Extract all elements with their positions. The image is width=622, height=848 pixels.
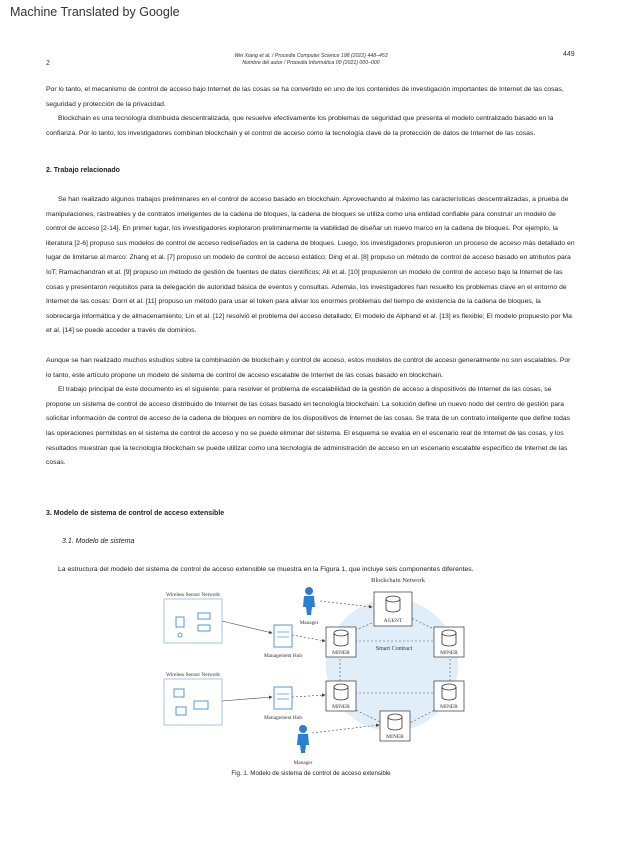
figure-caption: Fig. 1. Modelo de sistema de control de acceso extensible xyxy=(231,770,391,777)
miner-node-left-bottom xyxy=(326,681,356,711)
miner-label-right-bottom: MINER xyxy=(440,704,458,710)
wsn-label-top: Wireless Sensor Network xyxy=(166,592,220,598)
page-number-left: 2 xyxy=(46,60,50,67)
section-2-title: 2. Trabajo relacionado xyxy=(46,167,120,174)
subsection-3-1-title: 3.1. Modelo de sistema xyxy=(62,538,135,545)
page-number-right: 449 xyxy=(563,51,575,58)
machine-translation-banner: Machine Translated by Google xyxy=(10,5,180,19)
manager-icon-top xyxy=(303,587,315,615)
wsn-label-bottom: Wireless Sensor Network xyxy=(166,672,220,678)
miner-node-right-bottom xyxy=(434,681,464,711)
agent-node xyxy=(374,592,412,626)
miner-label-left-bottom: MINER xyxy=(332,704,350,710)
manager-icon-bottom xyxy=(297,725,309,753)
section-3-title: 3. Modelo de sistema de control de acceso extensible xyxy=(46,510,225,517)
miner-label-left-top: MINER xyxy=(332,650,350,656)
miner-label-right-top: MINER xyxy=(440,650,458,656)
running-header-line1: Wei Xiang et al. / Procedia Computer Science 198 (2022) 448–453 xyxy=(234,53,388,59)
paragraph-6: La estructura del modelo del sistema de control de acceso extensible se muestra en la Figura 1, que incluye seis componentes diferentes. xyxy=(58,566,474,573)
paragraph-5: El trabajo principal de este documento es el siguiente: para resolver el problema de escalabilidad de la gestión de acceso a dispositivos de Internet de las cosas, se propone un sistema de control de acceso distribuido de Internet de las cosas basado en tecnología blockchain. La solución define un nuevo nodo del centro de gestión para solicitar información de control de acceso de la cadena de bloques en nombre de los dispositivos de Internet de las cosas. Se trata de un contrato inteligente que define todas las operaciones permitidas en el sistema de control de acceso y no se puede eliminar del sistema. El esquema se evalúa en el escenario real de Internet de las cosas, y los resultados muestran que la tecnología blockchain se puede utilizar como una tecnología de administración de acceso en un escenario escalable específico de Internet de las cosas. xyxy=(46,386,571,467)
paragraph-4: Aunque se han realizado muchos estudios sobre la combinación de blockchain y control de acceso, estos modelos de control de acceso generalmente no son escalables. Por lo tanto, este artículo propone un modelo de sistema de control de acceso escalable de Internet de las cosas basado en blockchain. xyxy=(46,357,571,379)
related-work-paragraph-block xyxy=(46,193,576,339)
manager-label-bottom: Manager xyxy=(293,760,313,766)
management-hub-top xyxy=(274,625,292,647)
wsn-box-bottom xyxy=(164,679,222,725)
running-header-line2: Nombre del autor / Procedia Informática 00 (2021) 000–000 xyxy=(242,60,380,66)
miner-node-bottom xyxy=(380,711,410,741)
miner-node-right-top xyxy=(434,627,464,657)
agent-label: AGENT xyxy=(383,618,403,624)
blockchain-network-label: Blockchain Network xyxy=(371,577,425,584)
wsn-box-top xyxy=(164,599,222,643)
hub-label-top: Management Hub xyxy=(263,653,303,659)
hub-label-bottom: Management Hub xyxy=(263,715,303,721)
paragraph-1: Por lo tanto, el mecanismo de control de acceso bajo Internet de las cosas se ha convertido en uno de los contenidos de investigación importantes de Internet de las cosas, seguridad y protección de la privacidad. xyxy=(46,86,564,108)
management-hub-bottom xyxy=(274,687,292,709)
smart-contract-label: Smart Contract xyxy=(375,646,413,652)
paragraph-3: Se han realizado algunos trabajos preliminares en el control de acceso basado en blockchain. Aprovechando al máximo las características descentralizadas, a prueba de manipulaciones, rastreables y de contratos inteligentes de la cadena de bloques, la cadena de bloques se utiliza como una entidad confiable para construir un modelo de control de acceso [2-14]. En primer lugar, los investigadores exploraron preliminarmente la viabilidad de diseñar un nuevo marco en la cadena de bloques. Por ejemplo, la literatura [2-6] propuso sus modelos de control de acceso rediseñados en la cadena de bloques. Luego, los investigadores propusieron un proceso de acceso más detallado en lugar de limitarse al marco: Zhang et al. [7] propuso un modelo de control de acceso estático; Ding et al. [8] propuso un método de control de acceso basado en atributos para IoT; Ramachandran et al. [9] propuso un método de gestión de fuentes de datos científicos; Ali et al. [10] propusieron un modelo de control de acceso bajo la Internet de las cosas y presentaron requisitos para la delegación de autoridad básica de eventos y consultas. Además, los investigadores han resuelto los problemas clave en el entorno de Internet de las cosas: Dorri et al. [11] propuso un método para usar el token para aliviar los enormes problemas del tiempo de existencia de la cadena de bloques, la sobrecarga informática y de almacenamiento; Lin et al. [12] resolvió el problema del acceso detallado; El modelo de Alphand et al. [13] es flexible; El modelo propuesto por Ma et al. [14] se puede acceder a través de dominios. xyxy=(46,196,575,335)
miner-label-bottom: MINER xyxy=(386,734,404,740)
contribution-paragraphs xyxy=(46,354,576,471)
system-model-figure xyxy=(150,575,490,770)
intro-paragraphs xyxy=(46,83,576,141)
miner-node-left-top xyxy=(326,627,356,657)
paragraph-2: Blockchain es una tecnología distribuida descentralizada, que resuelve efectivamente los problemas de seguridad que presenta el modelo centralizado basado en la confianza. Por lo tanto, los investigadores combinan blockchain y el control de acceso como la tecnología clave de la protección de datos de Internet de las cosas. xyxy=(46,115,554,137)
manager-label-top: Manager xyxy=(299,620,319,626)
